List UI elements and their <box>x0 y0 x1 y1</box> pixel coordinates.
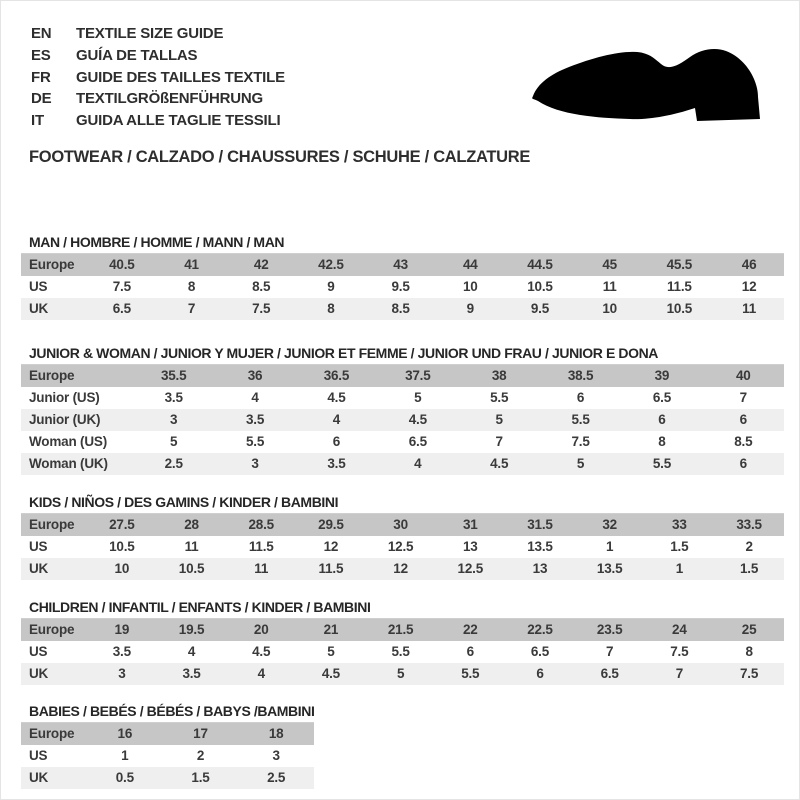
size-cell: 5.5 <box>245 434 265 449</box>
row-label: US <box>29 644 48 659</box>
language-title: GUIDE DES TAILLES TEXTILE <box>76 68 285 86</box>
size-cell: 4.5 <box>490 456 509 471</box>
size-cell: 8.5 <box>734 434 753 449</box>
size-cell: 3.5 <box>245 412 265 427</box>
size-cell: 24 <box>672 622 687 638</box>
size-cell: 3.5 <box>112 644 131 659</box>
size-cell: 5.5 <box>391 644 410 659</box>
size-cell: 6 <box>536 666 544 681</box>
size-cell: 46 <box>741 257 757 273</box>
size-cell: 5 <box>396 666 405 681</box>
size-cell: 38.5 <box>567 368 594 384</box>
size-cell: 4.5 <box>327 390 346 405</box>
size-table-section <box>21 599 784 685</box>
size-cell: 22 <box>462 622 478 638</box>
size-cell: 44 <box>462 257 478 273</box>
size-cell: 1.5 <box>670 539 689 554</box>
language-code: DE <box>31 90 52 108</box>
size-table-section <box>21 494 784 580</box>
size-row <box>21 387 784 409</box>
size-cell: 6.5 <box>600 666 619 681</box>
size-cell: 7.5 <box>112 279 131 294</box>
size-cell: 31.5 <box>527 517 553 533</box>
size-cell: 7 <box>675 666 683 681</box>
size-cell: 21.5 <box>387 622 414 638</box>
size-cell: 10.5 <box>666 301 693 316</box>
size-cell: 19.5 <box>178 622 205 638</box>
language-row <box>31 45 285 67</box>
size-cell: 8 <box>745 644 753 659</box>
size-cell: 6 <box>332 434 341 449</box>
table-title: MAN / HOMBRE / HOMME / MANN / MAN <box>29 234 285 250</box>
size-cell: 36 <box>247 368 263 384</box>
size-row <box>21 619 784 641</box>
size-cell: 4 <box>251 390 259 405</box>
size-cell: 23.5 <box>596 622 623 638</box>
size-cell: 19 <box>114 622 130 638</box>
size-cell: 12.5 <box>387 539 414 554</box>
size-cell: 10.5 <box>109 539 135 554</box>
row-label: Europe <box>29 257 75 273</box>
size-cell: 36.5 <box>323 368 350 384</box>
size-cell: 16 <box>117 726 133 742</box>
size-cell: 7 <box>495 434 503 449</box>
size-cell: 11.5 <box>666 279 692 294</box>
size-cell: 4 <box>257 666 265 681</box>
size-cell: 11 <box>742 301 757 316</box>
size-cell: 41 <box>184 257 199 273</box>
size-cell: 3 <box>251 456 259 471</box>
size-table-section <box>21 345 784 475</box>
row-label: US <box>29 279 48 294</box>
size-cell: 3.5 <box>182 666 201 681</box>
size-table-section <box>21 703 314 789</box>
size-cell: 13 <box>532 561 548 576</box>
size-cell: 9 <box>466 301 474 316</box>
size-row <box>21 536 784 558</box>
size-cell: 1.5 <box>740 561 759 576</box>
size-cell: 7.5 <box>670 644 689 659</box>
size-cell: 44.5 <box>527 257 553 273</box>
row-label: Junior (UK) <box>29 412 101 427</box>
size-row <box>21 409 784 431</box>
size-cell: 22.5 <box>527 622 553 638</box>
language-title: TEXTILGRÖßENFÜHRUNG <box>76 90 264 108</box>
row-label: US <box>29 748 48 763</box>
size-cell: 7 <box>187 301 196 316</box>
size-cell: 6.5 <box>112 301 131 316</box>
size-table-section <box>21 234 784 320</box>
size-cell: 4.5 <box>252 644 271 659</box>
size-cell: 2.5 <box>164 456 183 471</box>
row-label: UK <box>29 770 49 785</box>
size-cell: 4 <box>187 644 196 659</box>
size-cell: 6 <box>576 390 585 405</box>
size-cell: 4.5 <box>408 412 427 427</box>
size-cell: 8 <box>187 279 196 294</box>
size-row <box>21 641 784 663</box>
size-row <box>21 745 314 767</box>
size-cell: 6 <box>739 456 747 471</box>
size-cell: 4 <box>332 412 341 427</box>
size-cell: 10 <box>462 279 478 294</box>
size-cell: 17 <box>193 726 208 742</box>
size-cell: 4 <box>414 456 422 471</box>
row-label: US <box>29 539 48 554</box>
size-cell: 6 <box>739 412 747 427</box>
size-cell: 6.5 <box>652 390 672 405</box>
size-cell: 0.5 <box>115 770 134 785</box>
size-cell: 11.5 <box>248 539 274 554</box>
row-label: UK <box>29 301 49 316</box>
size-row <box>21 254 784 276</box>
size-cell: 35.5 <box>160 368 187 384</box>
language-row <box>31 88 285 110</box>
row-label: Europe <box>29 517 75 533</box>
size-cell: 9.5 <box>391 279 410 294</box>
size-cell: 10 <box>602 301 617 316</box>
row-label: Europe <box>29 726 75 742</box>
size-table <box>21 618 784 685</box>
size-row <box>21 298 784 320</box>
size-cell: 12 <box>393 561 408 576</box>
size-cell: 8 <box>658 434 666 449</box>
language-title-block <box>31 23 285 131</box>
language-row <box>31 23 285 45</box>
size-row <box>21 558 784 580</box>
size-cell: 1 <box>675 561 683 576</box>
size-row <box>21 365 784 387</box>
size-cell: 11 <box>254 561 269 576</box>
language-title: GUIDA ALLE TAGLIE TESSILI <box>76 112 281 130</box>
size-cell: 29.5 <box>318 517 344 533</box>
row-label: UK <box>29 561 49 576</box>
size-row <box>21 431 784 453</box>
language-code: ES <box>31 47 51 65</box>
size-cell: 1 <box>606 539 614 554</box>
size-cell: 8.5 <box>391 301 410 316</box>
language-row <box>31 110 285 132</box>
size-cell: 7.5 <box>740 666 759 681</box>
size-cell: 8 <box>327 301 335 316</box>
size-table <box>21 364 784 475</box>
size-cell: 1 <box>121 748 129 763</box>
size-cell: 32 <box>602 517 617 533</box>
size-cell: 6 <box>466 644 474 659</box>
table-title: BABIES / BEBÉS / BÉBÉS / BABYS /BAMBINI <box>29 703 315 719</box>
size-cell: 12.5 <box>457 561 484 576</box>
table-title: CHILDREN / INFANTIL / ENFANTS / KINDER / BAMBINI <box>29 599 371 615</box>
size-cell: 45 <box>602 257 617 273</box>
size-cell: 37.5 <box>405 368 431 384</box>
size-row <box>21 767 314 789</box>
size-cell: 42 <box>253 257 269 273</box>
size-cell: 20 <box>253 622 269 638</box>
language-title: GUÍA DE TALLAS <box>76 47 198 65</box>
row-label: UK <box>29 666 49 681</box>
size-cell: 5 <box>327 644 335 659</box>
size-cell: 1.5 <box>191 770 210 785</box>
category-heading: FOOTWEAR / CALZADO / CHAUSSURES / SCHUHE / CALZATURE <box>29 148 531 166</box>
language-code: EN <box>31 25 52 43</box>
size-cell: 43 <box>393 257 408 273</box>
size-cell: 10 <box>114 561 130 576</box>
size-cell: 3 <box>170 412 178 427</box>
size-cell: 25 <box>741 622 757 638</box>
size-cell: 6.5 <box>530 644 550 659</box>
size-cell: 5.5 <box>571 412 590 427</box>
size-cell: 3 <box>272 748 280 763</box>
size-cell: 30 <box>393 517 408 533</box>
size-cell: 5 <box>495 412 503 427</box>
size-cell: 6.5 <box>408 434 427 449</box>
size-cell: 5.5 <box>461 666 480 681</box>
size-cell: 11 <box>184 539 199 554</box>
size-cell: 2.5 <box>267 770 286 785</box>
size-table <box>21 722 314 789</box>
language-code: FR <box>31 68 51 86</box>
size-cell: 5 <box>576 456 585 471</box>
row-label: Europe <box>29 622 75 638</box>
table-title: KIDS / NIÑOS / DES GAMINS / KINDER / BAMBINI <box>29 494 339 510</box>
size-cell: 13 <box>462 539 478 554</box>
size-cell: 27.5 <box>109 517 135 533</box>
size-row <box>21 663 784 685</box>
size-cell: 5 <box>414 390 422 405</box>
size-cell: 18 <box>268 726 284 742</box>
size-cell: 10.5 <box>527 279 553 294</box>
row-label: Europe <box>29 368 75 384</box>
size-cell: 2 <box>196 748 205 763</box>
language-code: IT <box>31 112 44 130</box>
row-label: Junior (US) <box>29 390 100 405</box>
size-row <box>21 276 784 298</box>
size-cell: 12 <box>741 279 757 294</box>
language-row <box>31 66 285 88</box>
row-label: Woman (US) <box>29 434 107 449</box>
shoe-icon <box>529 47 767 131</box>
size-cell: 13.5 <box>596 561 623 576</box>
size-cell: 7 <box>606 644 614 659</box>
size-cell: 28 <box>184 517 199 533</box>
size-row <box>21 723 314 745</box>
size-cell: 5 <box>170 434 178 449</box>
size-cell: 5.5 <box>652 456 672 471</box>
size-cell: 2 <box>745 539 753 554</box>
size-cell: 45.5 <box>666 257 693 273</box>
size-cell: 7 <box>739 390 747 405</box>
size-cell: 39 <box>654 368 670 384</box>
row-label: Woman (UK) <box>29 456 108 471</box>
size-cell: 13.5 <box>527 539 553 554</box>
size-cell: 3 <box>118 666 126 681</box>
size-cell: 5.5 <box>490 390 509 405</box>
size-cell: 38 <box>491 368 507 384</box>
size-table <box>21 513 784 580</box>
size-cell: 40 <box>736 368 751 384</box>
language-title: TEXTILE SIZE GUIDE <box>76 25 224 43</box>
size-cell: 31 <box>462 517 478 533</box>
size-cell: 9 <box>327 279 335 294</box>
size-cell: 3.5 <box>164 390 183 405</box>
size-row <box>21 453 784 475</box>
size-cell: 3.5 <box>327 456 346 471</box>
size-cell: 40.5 <box>109 257 135 273</box>
size-cell: 6 <box>658 412 666 427</box>
size-cell: 7.5 <box>252 301 271 316</box>
size-cell: 11.5 <box>318 561 344 576</box>
size-cell: 12 <box>323 539 339 554</box>
size-cell: 33 <box>672 517 687 533</box>
size-row <box>21 514 784 536</box>
size-cell: 9.5 <box>530 301 550 316</box>
size-cell: 8.5 <box>252 279 271 294</box>
size-cell: 33.5 <box>736 517 762 533</box>
table-title: JUNIOR & WOMAN / JUNIOR Y MUJER / JUNIOR ET FEMME / JUNIOR UND FRAU / JUNIOR E DONA <box>29 345 659 361</box>
size-cell: 42.5 <box>318 257 344 273</box>
size-cell: 28.5 <box>248 517 274 533</box>
size-cell: 7.5 <box>571 434 590 449</box>
size-cell: 10.5 <box>178 561 205 576</box>
size-cell: 4.5 <box>321 666 340 681</box>
size-table <box>21 253 784 320</box>
size-cell: 21 <box>323 622 339 638</box>
size-cell: 11 <box>602 279 617 294</box>
